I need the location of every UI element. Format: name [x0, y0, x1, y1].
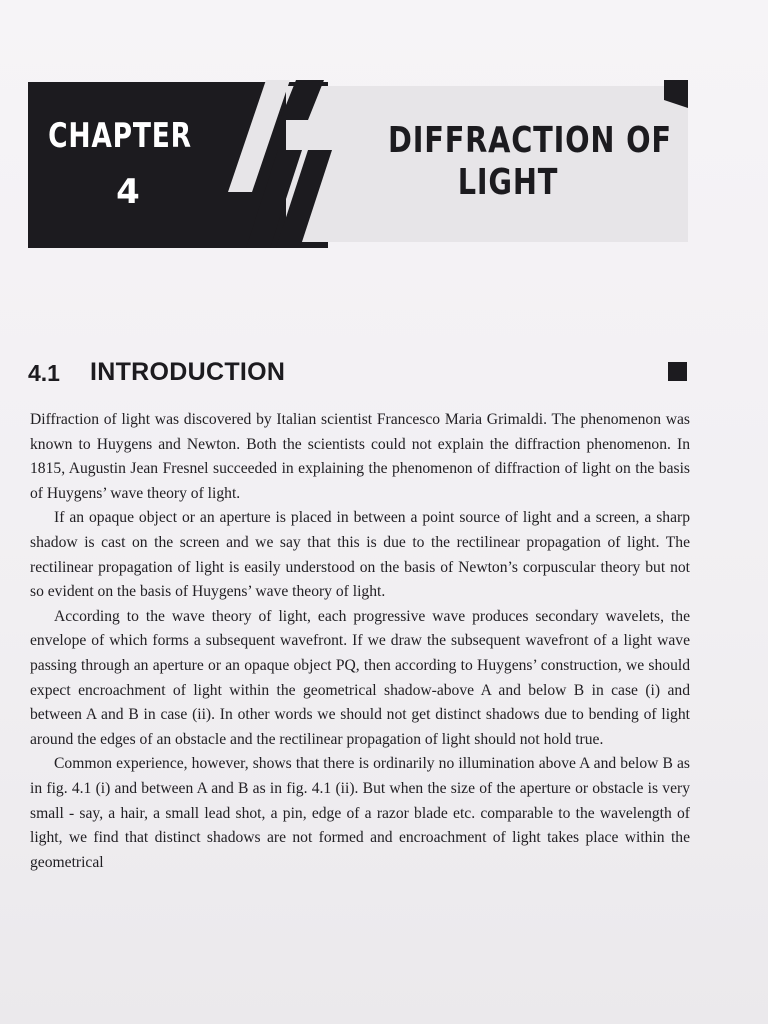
chapter-banner — [28, 80, 688, 248]
section-heading — [28, 358, 688, 392]
chapter-title-line-1: DIFFRACTION OF — [388, 120, 672, 161]
paragraph: According to the wave theory of light, each progressive wave produces secondary wavelets, the envelope of which forms a subsequent wavefront. If we draw the subsequent wavefront of a light wave passing through an aperture or an opaque object PQ, then according to Huygens’ construction, we should expect encroachment of light within the geometrical shadow-above A and below B in case (i) and between A and B in case (ii). In other words we should not get distinct shadows due to bending of light around the edges of an obstacle and the rectilinear propagation of light should not hold true. — [30, 607, 690, 748]
section-square-marker-icon — [668, 362, 687, 381]
section-title: INTRODUCTION — [90, 358, 286, 386]
chapter-label: CHAPTER — [48, 116, 192, 156]
body-text — [30, 408, 690, 875]
paragraph: Common experience, however, shows that there is ordinarily no illumination above A and below B as in fig. 4.1 (i) and between A and B as in fig. 4.1 (ii). But when the size of the aperture or obstacle is very small - say, a hair, a small lead shot, a pin, edge of a razor blade etc. comparable to the wavelength of light, we find that distinct shadows are not formed and encroachment of light takes place within the geometrical — [30, 755, 690, 871]
paragraph: If an opaque object or an aperture is placed in between a point source of light and a screen, a sharp shadow is cast on the screen and we say that this is due to the rectilinear propagation of light. The rectilinear propagation of light is easily understood on the basis of Newton’s corpuscular theory but not so evident on the basis of Huygens’ wave theory of light. — [30, 509, 690, 601]
section-number: 4.1 — [28, 360, 60, 386]
chapter-number: 4 — [116, 172, 140, 212]
banner-corner-tab — [664, 80, 688, 108]
chapter-title — [358, 120, 672, 204]
paragraph: Diffraction of light was discovered by Italian scientist Francesco Maria Grimaldi. The phenomenon was known to Huygens and Newton. Both the scientists could not explain the diffraction phenomenon. In 1815, Augustin Jean Fresnel succeeded in explaining the phenomenon of diffraction of light on the basis of Huygens’ wave theory of light. — [30, 411, 690, 502]
chapter-title-line-2: LIGHT — [457, 162, 559, 203]
